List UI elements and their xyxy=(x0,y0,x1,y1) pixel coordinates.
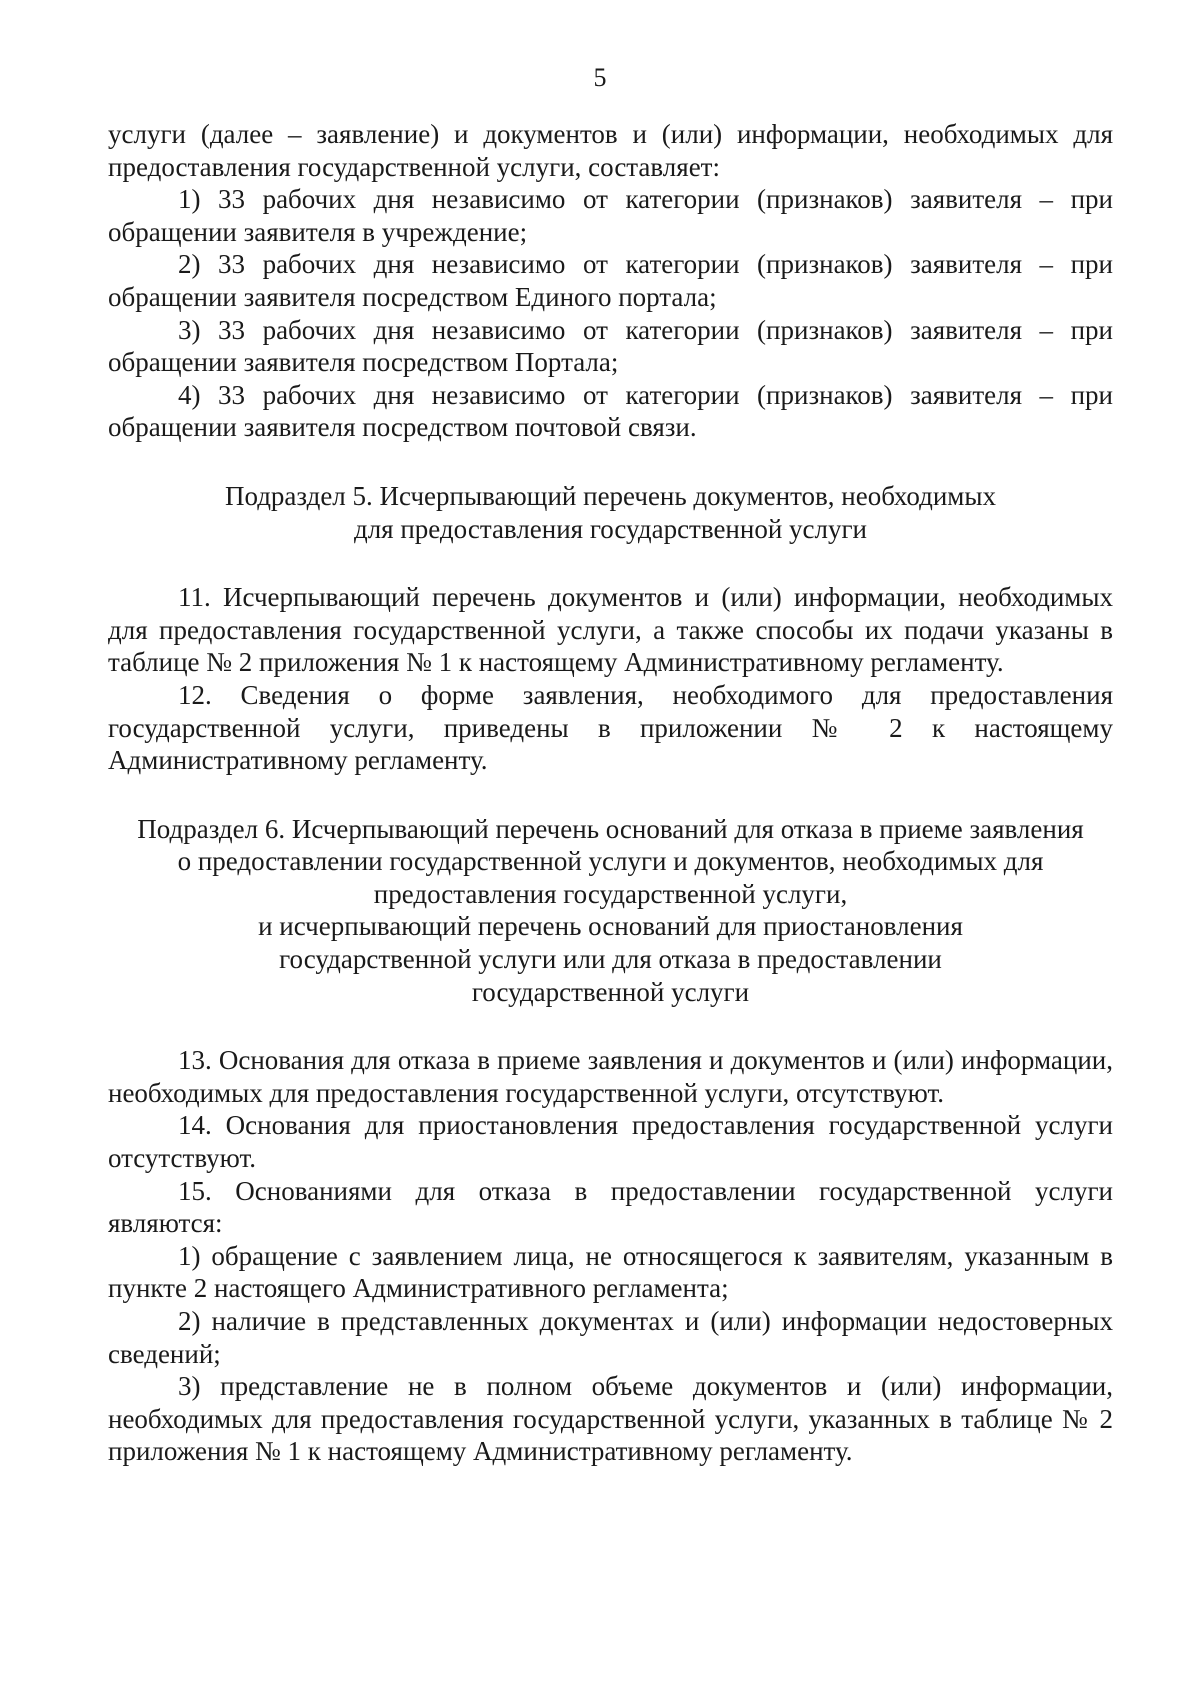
intro-item-2: 2) 33 рабочих дня независимо от категории (признаков) заявителя – при обращении заявителя посредством Единого портала; xyxy=(108,249,1113,312)
paragraph-14: 14. Основания для приостановления предоставления государственной услуги отсутствуют. xyxy=(108,1110,1113,1174)
paragraph-13: 13. Основания для отказа в приеме заявления и документов и (или) информации, необходимых для предоставления государственной услуги, отсутствуют. xyxy=(108,1045,1113,1108)
paragraph-12: 12. Сведения о форме заявления, необходимого для предоставления государственной услуги, приведены в приложении № 2 к настоящему Административному регламенту. xyxy=(108,679,1113,776)
section-6-heading-line: и исчерпывающий перечень оснований для приостановления xyxy=(258,911,963,942)
section-6-heading-line: предоставления государственной услуги, xyxy=(373,878,848,909)
section-6-heading xyxy=(108,813,1113,1009)
section-5-heading-line: Подраздел 5. Исчерпывающий перечень документов, необходимых xyxy=(224,480,997,511)
document-body xyxy=(108,118,1113,1468)
paragraph-11: 11. Исчерпывающий перечень документов и (или) информации, необходимых для предоставления государственной услуги, а также способы их подачи указаны в таблице № 2 приложения № 1 к настоящему Административному регламенту. xyxy=(108,582,1113,678)
section-5-heading xyxy=(108,480,1113,545)
intro-item-1: 1) 33 рабочих дня независимо от категории (признаков) заявителя – при обращении заявителя в учреждение; xyxy=(108,184,1113,247)
paragraph-15: 15. Основаниями для отказа в предоставлении государственной услуги являются: xyxy=(108,1175,1113,1239)
page-number: 5 xyxy=(593,63,607,92)
section-6-heading-line: государственной услуги или для отказа в предоставлении xyxy=(279,944,942,975)
section-5-heading-line: для предоставления государственной услуги xyxy=(353,513,868,544)
intro-continuation: услуги (далее – заявление) и документов и (или) информации, необходимых для предоставления государственной услуги, составляет: xyxy=(108,119,1113,182)
ground-item-2: 2) наличие в представленных документах и (или) информации недостоверных сведений; xyxy=(108,1306,1113,1369)
section-6-heading-line: о предоставлении государственной услуги и документов, необходимых для xyxy=(177,846,1044,877)
section-6-heading-line: Подраздел 6. Исчерпывающий перечень оснований для отказа в приеме заявления xyxy=(137,813,1084,844)
section-6-heading-line: государственной услуги xyxy=(471,976,750,1007)
ground-item-3: 3) представление не в полном объеме документов и (или) информации, необходимых для предоставления государственной услуги, указанных в таблице № 2 приложения № 1 к настоящему Административному регламенту. xyxy=(108,1371,1113,1467)
intro-item-3: 3) 33 рабочих дня независимо от категории (признаков) заявителя – при обращении заявителя посредством Портала; xyxy=(108,314,1113,378)
intro-item-4: 4) 33 рабочих дня независимо от категории (признаков) заявителя – при обращении заявителя посредством почтовой связи. xyxy=(108,379,1113,443)
ground-item-1: 1) обращение с заявлением лица, не относящегося к заявителям, указанным в пункте 2 настоящего Административного регламента; xyxy=(108,1240,1113,1304)
